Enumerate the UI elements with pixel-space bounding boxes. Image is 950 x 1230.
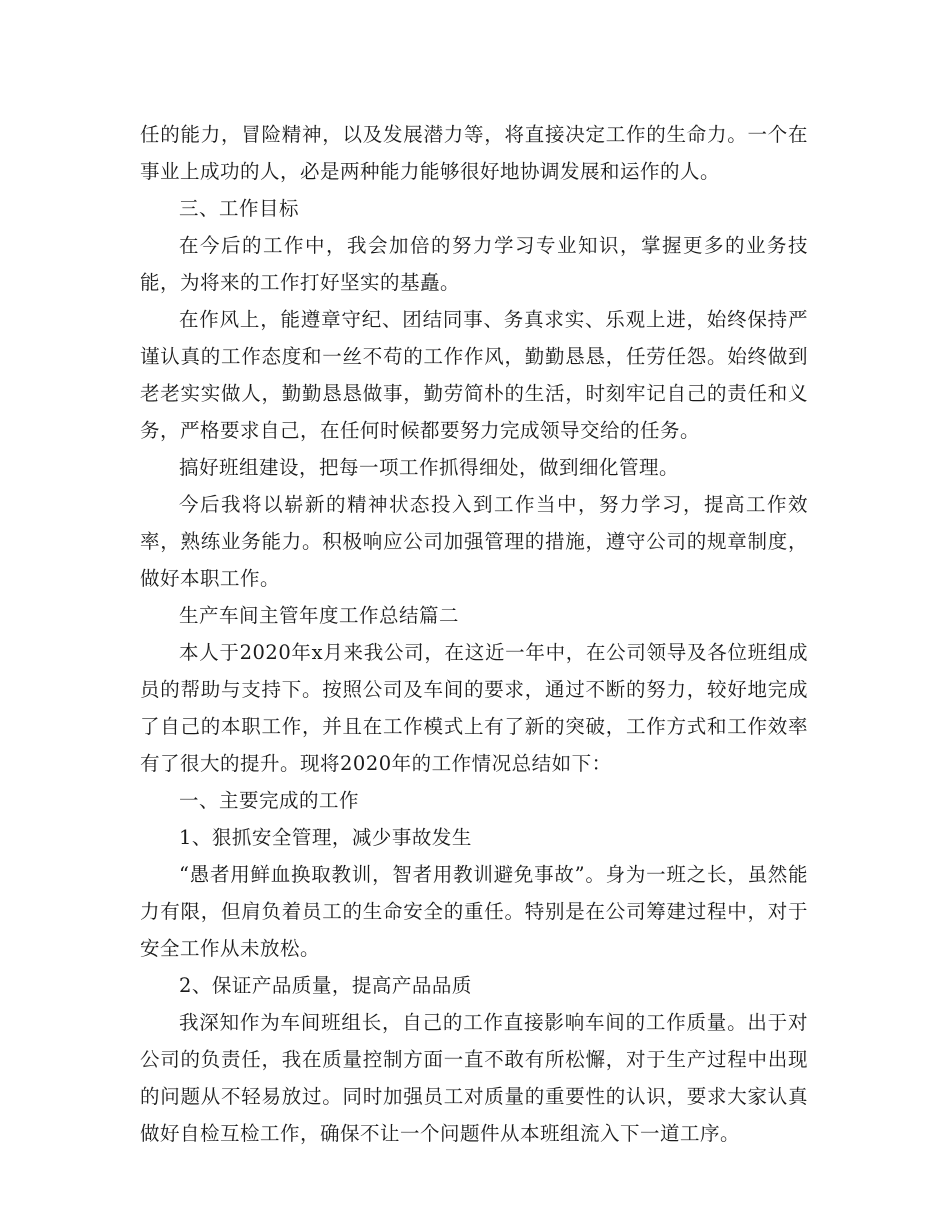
section-heading-main-work: 一、主要完成的工作: [179, 789, 360, 812]
paragraph-6: 今后我将以崭新的精神状态投入到工作当中，努力学习，提高工作效率，熟练业务能力。积极响应公司加强管理的措施，遵守公司的规章制度，做好本职工作。: [140, 493, 808, 590]
paragraph-11: “愚者用鲜血换取教训，智者用教训避免事故”。身为一班之长，虽然能力有限，但肩负着员工的生命安全的重任。特别是在公司筹建过程中，对于安全工作从未放松。: [140, 863, 808, 960]
section-heading-work-goals: 三、工作目标: [179, 197, 300, 220]
paragraph-3: 在今后的工作中，我会加倍的努力学习专业知识，掌握更多的业务技能，为将来的工作打好坚实的基矗。: [140, 234, 808, 294]
article-title-part-two: 生产车间主管年度工作总结篇二: [179, 604, 460, 627]
document-body: [140, 116, 808, 1152]
paragraph-8: 本人于2020年x月来我公司，在这近一年中，在公司领导及各位班组成员的帮助与支持下。按照公司及车间的要求，通过不断的努力，较好地完成了自己的本职工作，并且在工作模式上有了新的突破，工作方式和工作效率有了很大的提升。现将2020年的工作情况总结如下：: [140, 641, 808, 775]
subheading-quality: 2、保证产品质量，提高产品品质: [179, 974, 472, 997]
paragraph-5: 搞好班组建设，把每一项工作抓得细处，做到细化管理。: [179, 456, 680, 479]
paragraph-1: 任的能力，冒险精神，以及发展潜力等，将直接决定工作的生命力。一个在事业上成功的人，必是两种能力能够很好地协调发展和运作的人。: [140, 123, 808, 183]
paragraph-13: 我深知作为车间班组长，自己的工作直接影响车间的工作质量。出于对公司的负责任，我在质量控制方面一直不敢有所松懈，对于生产过程中出现的问题从不轻易放过。同时加强员工对质量的重要性的认识，要求大家认真做好自检互检工作，确保不让一个问题件从本班组流入下一道工序。: [140, 1011, 808, 1145]
paragraph-4: 在作风上，能遵章守纪、团结同事、务真求实、乐观上进，始终保持严谨认真的工作态度和一丝不苟的工作作风，勤勤恳恳，任劳任怨。始终做到老老实实做人，勤勤恳恳做事，勤劳简朴的生活，时刻牢记自己的责任和义务，严格要求自己，在任何时候都要努力完成领导交给的任务。: [140, 308, 808, 442]
subheading-safety: 1、狠抓安全管理，减少事故发生: [179, 826, 472, 849]
